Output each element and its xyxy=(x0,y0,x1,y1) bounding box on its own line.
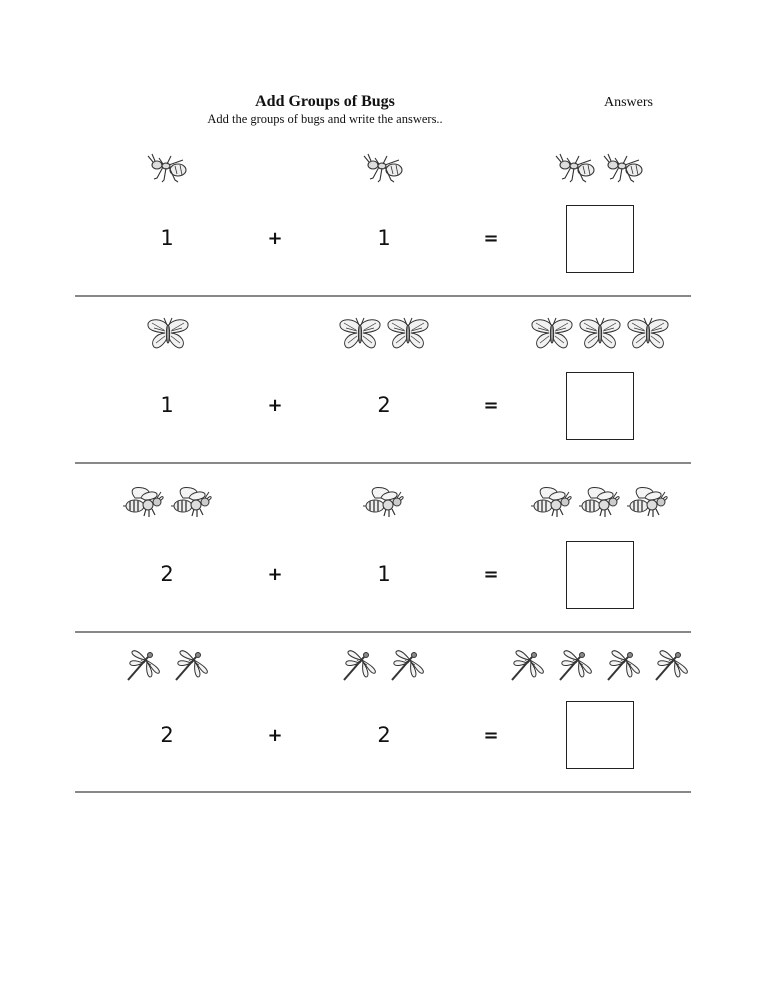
divider xyxy=(75,295,691,297)
dragonfly-icon xyxy=(169,647,215,683)
bug-group-b xyxy=(336,314,432,354)
plus-sign: + xyxy=(267,228,283,249)
bug-group-a xyxy=(120,645,216,685)
bee-icon xyxy=(121,484,167,520)
bee-icon xyxy=(529,484,575,520)
divider xyxy=(75,462,691,464)
page-title: Add Groups of Bugs xyxy=(255,93,395,110)
bug-group-sum xyxy=(500,314,700,354)
butterfly-icon xyxy=(577,316,623,352)
dragonfly-icon xyxy=(337,647,383,683)
addend-a: 1 xyxy=(160,393,174,417)
plus-sign: + xyxy=(267,725,283,746)
bee-icon xyxy=(625,484,671,520)
bug-group-a xyxy=(120,482,216,522)
addend-b: 2 xyxy=(377,393,391,417)
addend-a: 2 xyxy=(160,723,174,747)
bug-group-b xyxy=(336,645,432,685)
bug-group-sum xyxy=(500,645,700,685)
answer-box[interactable] xyxy=(566,701,634,769)
plus-sign: + xyxy=(267,564,283,585)
divider xyxy=(75,631,691,633)
plus-sign: + xyxy=(267,395,283,416)
ant-icon xyxy=(361,152,407,188)
equals-sign: = xyxy=(483,395,499,416)
instructions: Add the groups of bugs and write the answers.. xyxy=(207,112,443,126)
equals-sign: = xyxy=(483,725,499,746)
butterfly-icon xyxy=(529,316,575,352)
butterfly-icon xyxy=(337,316,383,352)
ant-icon xyxy=(553,152,599,188)
problem-row xyxy=(0,645,768,805)
answer-box[interactable] xyxy=(566,205,634,273)
bug-group-a xyxy=(120,314,216,354)
problem-row xyxy=(0,150,768,310)
bug-group-sum xyxy=(500,482,700,522)
butterfly-icon xyxy=(145,316,191,352)
bee-icon xyxy=(169,484,215,520)
problem-row xyxy=(0,314,768,474)
dragonfly-icon xyxy=(121,647,167,683)
divider xyxy=(75,791,691,793)
dragonfly-icon xyxy=(553,647,599,683)
bug-group-a xyxy=(120,150,216,190)
equals-sign: = xyxy=(483,228,499,249)
bee-icon xyxy=(361,484,407,520)
addend-a: 1 xyxy=(160,226,174,250)
answers-label: Answers xyxy=(604,95,653,110)
bee-icon xyxy=(577,484,623,520)
ant-icon xyxy=(601,152,647,188)
ant-icon xyxy=(145,152,191,188)
dragonfly-icon xyxy=(601,647,647,683)
dragonfly-icon xyxy=(385,647,431,683)
addend-b: 1 xyxy=(377,562,391,586)
equals-sign: = xyxy=(483,564,499,585)
dragonfly-icon xyxy=(649,647,695,683)
addend-b: 1 xyxy=(377,226,391,250)
addend-a: 2 xyxy=(160,562,174,586)
butterfly-icon xyxy=(625,316,671,352)
addend-b: 2 xyxy=(377,723,391,747)
butterfly-icon xyxy=(385,316,431,352)
bug-group-sum xyxy=(500,150,700,190)
answer-box[interactable] xyxy=(566,372,634,440)
bug-group-b xyxy=(336,482,432,522)
dragonfly-icon xyxy=(505,647,551,683)
answer-box[interactable] xyxy=(566,541,634,609)
problem-row xyxy=(0,482,768,642)
bug-group-b xyxy=(336,150,432,190)
